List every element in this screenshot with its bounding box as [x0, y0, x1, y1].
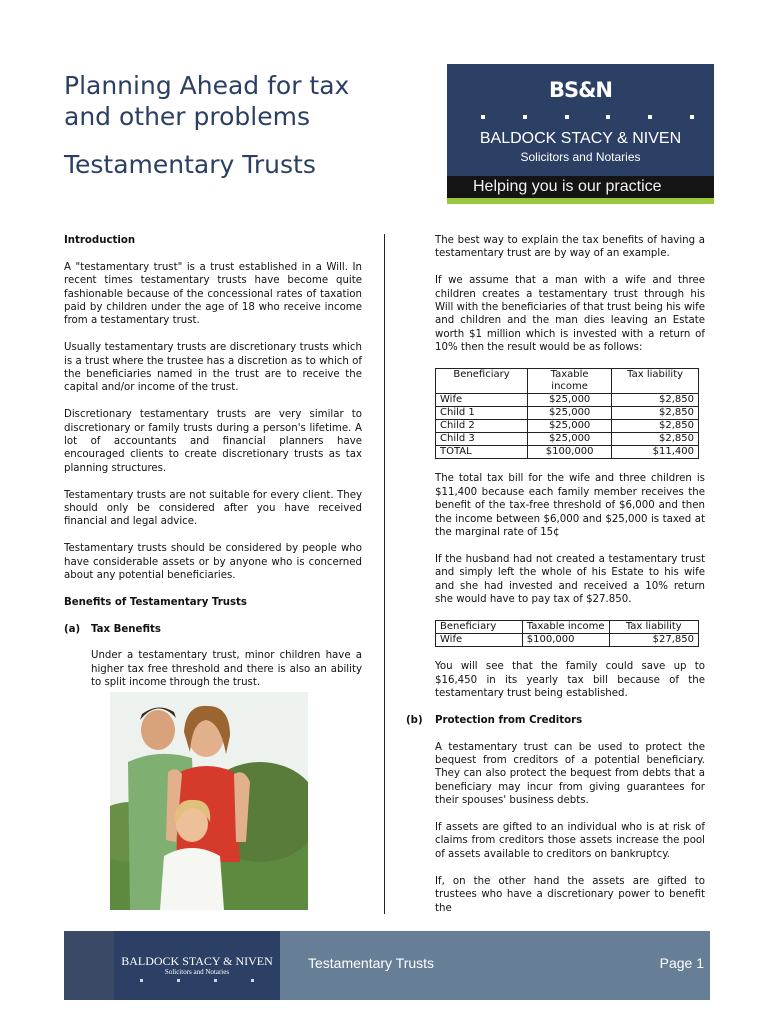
intro-paragraph-2: Usually testamentary trusts are discretionary trusts which is a trust where the trustee has a discretion as to which of the beneficiaries named in the trust are to receive the capital and/or income of the trust.: [64, 342, 362, 394]
section-b-label: (b): [406, 714, 423, 726]
table-header-cell: Tax liability: [609, 620, 698, 633]
table-cell: Child 1: [436, 407, 528, 420]
page-number: Page 1: [659, 955, 704, 971]
logo-subtitle: Solicitors and Notaries: [520, 150, 641, 164]
right-paragraph-2: If we assume that a man with a wife and three children creates a testamentary trust through his Will with the beneficiaries of that trust being his wife and children and the man dies leaving an Estate worth $1 million which is invested with a return of 10% then the result would be as follows:: [435, 275, 705, 354]
table-header-row: [436, 620, 699, 633]
table-cell: $27,850: [609, 633, 698, 646]
table-row: [436, 433, 699, 446]
table-cell: $25,000: [528, 407, 612, 420]
title-line-1: Planning Ahead for tax: [64, 71, 350, 100]
table-header-cell: Tax liability: [612, 369, 699, 394]
page-footer: [64, 931, 710, 1000]
tax-table-no-trust: [435, 620, 699, 647]
right-paragraph-8: If, on the other hand the assets are gifted to trustees who have a discretionary power to benefit the: [435, 875, 705, 914]
logo-mark: BS&N: [548, 78, 613, 102]
right-paragraph-7: If assets are gifted to an individual who is at risk of claims from creditors those assets increase the pool of assets available to creditors on bankruptcy.: [435, 822, 705, 860]
table-cell: Wife: [436, 394, 528, 407]
document-title: [64, 70, 424, 132]
column-divider: [384, 234, 385, 914]
section-a-text: Under a testamentary trust, minor children have a higher tax free threshold and there is also an ability to split income through the trust.: [91, 650, 362, 689]
table-cell: $2,850: [612, 433, 699, 446]
footer-brand-subtitle: Solicitors and Notaries: [164, 968, 230, 976]
right-paragraph-4: If the husband had not created a testamentary trust and simply left the whole of his Estate to his wife and she had invested and received a 10% return she would have to pay tax of $27.850.: [435, 553, 705, 606]
section-b-title: Protection from Creditors: [435, 714, 583, 726]
table-header-cell: Beneficiary: [436, 620, 523, 633]
intro-heading: Introduction: [64, 235, 136, 246]
table-cell: $2,850: [612, 407, 699, 420]
right-paragraph-3: The total tax bill for the wife and three children is $11,400 because each family member receives the benefit of the tax-free threshold of $6,000 and then the income between $6,000 and $25,000 is taxed at the marginal rate of 15¢: [435, 473, 705, 539]
intro-paragraph-1: A "testamentary trust" is a trust established in a Will. In recent times testamentary trusts have become quite fashionable because of the concessional rates of taxation paid by children under the age of 18 who receive income from a testamentary trust.: [64, 261, 362, 327]
table-header-cell: Taxable income: [528, 369, 612, 394]
table-cell: TOTAL: [436, 446, 528, 459]
right-paragraph-5: You will see that the family could save up to $16,450 in its yearly tax bill because of the testamentary trust being established.: [435, 661, 705, 700]
table-cell: $2,850: [612, 394, 699, 407]
section-a-heading: [64, 623, 362, 636]
table-cell: $100,000: [528, 446, 612, 459]
table-row: [436, 394, 699, 407]
table-row: [436, 633, 699, 646]
table-cell: $25,000: [528, 420, 612, 433]
benefits-heading: Benefits of Testamentary Trusts: [64, 596, 247, 608]
section-a-title: Tax Benefits: [91, 623, 161, 635]
table-header-cell: Beneficiary: [436, 369, 528, 394]
section-b-heading: [406, 714, 705, 727]
intro-paragraph-3: Discretionary testamentary trusts are very similar to discretionary or family trusts during a person's lifetime. A lot of accountants and financial planners have encouraged clients to create discretionary trusts as tax planning structures.: [64, 409, 362, 474]
table-header-cell: Taxable income: [522, 620, 609, 633]
right-paragraph-1: The best way to explain the tax benefits of having a testamentary trust are by way of an example.: [435, 235, 705, 260]
document-subtitle: Testamentary Trusts: [64, 150, 316, 179]
footer-image-strip: [64, 931, 114, 1000]
footer-brand-dots: [140, 979, 254, 982]
table-cell: $11,400: [612, 446, 699, 459]
firm-logo: [447, 64, 714, 204]
table-header-row: [436, 369, 699, 394]
table-cell: $25,000: [528, 433, 612, 446]
section-a-label: (a): [64, 623, 81, 635]
footer-brand-name: BALDOCK STACY & NIVEN: [121, 954, 273, 968]
intro-paragraph-4: Testamentary trusts are not suitable for every client. They should only be considered after you have received financial and legal advice.: [64, 489, 362, 528]
table-cell: $100,000: [522, 633, 609, 646]
table-row: [436, 446, 699, 459]
intro-paragraph-5: Testamentary trusts should be considered by people who have considerable assets or by anyone who is concerned about any potential beneficiaries.: [64, 543, 362, 582]
logo-stripe: [447, 198, 714, 204]
title-line-2: and other problems: [64, 102, 310, 131]
tax-table-trust: [435, 368, 699, 459]
table-cell: $2,850: [612, 420, 699, 433]
table-cell: Child 2: [436, 420, 528, 433]
logo-dots: [481, 115, 694, 119]
table-cell: $25,000: [528, 394, 612, 407]
right-paragraph-6: A testamentary trust can be used to protect the bequest from creditors of a potential beneficiary. They can also protect the bequest from debts that a beneficiary may incur from giving guarantees for their spouses' business debts.: [435, 741, 705, 807]
table-row: [436, 407, 699, 420]
right-column: [406, 234, 705, 928]
logo-firm-name: BALDOCK STACY & NIVEN: [479, 130, 682, 147]
footer-title: Testamentary Trusts: [308, 955, 435, 971]
left-column: [64, 234, 362, 703]
footer-brand: [114, 931, 280, 1000]
table-cell: Wife: [436, 633, 523, 646]
table-row: [436, 420, 699, 433]
logo-tagline: Helping you is our practice: [447, 176, 714, 198]
family-photo: [110, 692, 308, 910]
table-cell: Child 3: [436, 433, 528, 446]
